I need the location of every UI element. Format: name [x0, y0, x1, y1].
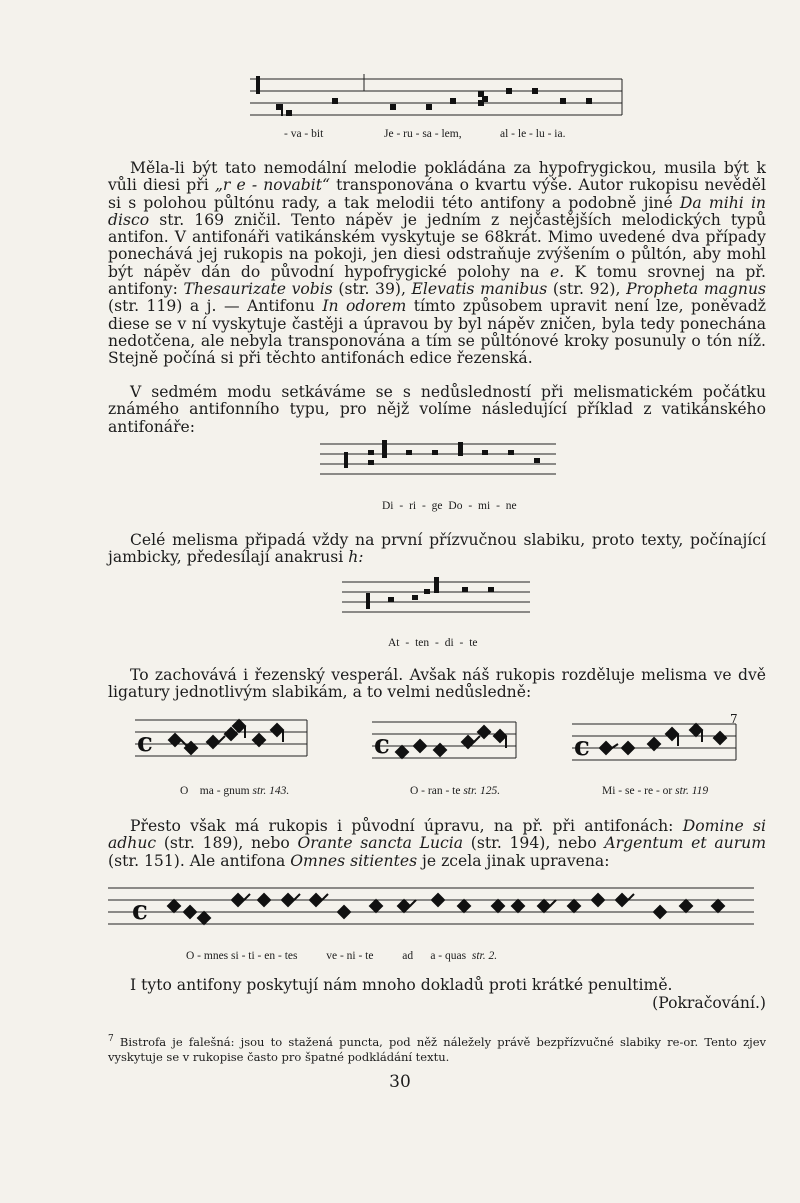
staff-lines	[250, 74, 630, 124]
page-number: 30	[389, 1072, 411, 1092]
paragraph-4: To zachovává i řezenský vesperál. Avšak náš rukopis rozděluje melisma ve dvě ligatury jednotlivým slabikám, a to velmi nedůsledně:	[108, 666, 766, 702]
music-example-4b	[372, 718, 522, 774]
music-example-5	[108, 884, 758, 940]
music-1-syllable: al - le - lu - ia.	[500, 128, 566, 140]
staff-lines	[320, 440, 560, 480]
music-2-syllables: Di - ri - ge Do - mi - ne	[382, 500, 517, 512]
music-1-syllable: - va - bit	[284, 128, 324, 140]
music-1-syllable: Je - ru - sa - lem,	[384, 128, 462, 140]
music-3-syllables: At - ten - di - te	[388, 637, 478, 649]
staff-lines	[108, 884, 758, 940]
paragraph-3: Celé melisma připadá vždy na první přízvučnou slabiku, proto texty, počínající jambicky, předesílají anakrusi h:	[108, 531, 766, 567]
paragraph-5: Přesto však má rukopis i původní úpravu, na př. při antifonách: Domine si adhuc (str. 189), nebo Orante sancta Lucia (str. 194), nebo Argentum et aurum (str. 151). Ale antifona Omnes sitientes je zcela jinak upravena:	[108, 817, 767, 870]
music-example-3	[342, 577, 537, 617]
music-4a-text: O ma - gnum str. 143.	[180, 785, 290, 797]
svg-text:c: c	[574, 732, 590, 762]
svg-text:c: c	[374, 730, 390, 760]
staff-lines	[572, 720, 742, 776]
continued-note: (Pokračování.)	[652, 994, 766, 1012]
footnote: $^7$ Bistrofa je falešná: jsou to stažená puncta, pod něž náležely právě bezpřízvučné slabiky re-or. Tento zjev vyskytuje se v rukopise často pro špatné podkládání textu.	[108, 1034, 767, 1064]
music-example-2	[320, 440, 560, 480]
staff-lines	[135, 716, 315, 772]
staff-lines	[342, 577, 537, 617]
music-4b-text: O - ran - te str. 125.	[410, 785, 501, 797]
svg-text:c: c	[137, 728, 153, 758]
svg-text:c: c	[132, 896, 148, 926]
paragraph-2: V sedmém modu setkáváme se s nedůsledností při melismatickém počátku známého antifonního typu, pro nějž volíme následující příklad z vatikánského antifonáře:	[108, 383, 766, 436]
music-4c-text: Mi - se - re - or str. 119	[602, 785, 709, 797]
footnote-mark: 7	[730, 712, 738, 726]
music-example-4a	[135, 716, 315, 772]
paragraph-6: I tyto antifony poskytují nám mnoho dokladů proti krátké penultimě.	[130, 976, 673, 994]
paragraph-1: Měla-li být tato nemodální melodie pokládána za hypofrygickou, musila být k vůli diesi při „r e - novabit“ transponována o kvartu výše. Autor rukopisu nevěděl si s polohou půltónu rady, a tak melodii této antifony a podobně jiné Da mihi in disco str. 169 zničil. Tento nápěv je jedním z nejčastějších melodických typů antifon. V antifonáři vatikánském vyskytuje se 68krát. Mimo uvedené dva případy ponechává jej rukopis na pokoji, jen diesi odstraňuje zvýšením o půltón, aby mohl být nápěv dán do původní hypofrygické polohy na e. K tomu srovnej na př. antifony: Thesaurizate vobis (str. 39), Elevatis manibus (str. 92), Propheta magnus (str. 119) a j. — Antifonu In odorem tímto způsobem upravit není lze, poněvadž diese se v ní vyskytuje častěji a úpravou by byl nápěv zničen, byla tedy ponechána nedotčena, ale nebyla transponována a tím se půltónové kroky posunuly o tón níž. Stejně počíná si při těchto antifonách edice řezenská.	[108, 159, 767, 368]
music-example-1	[250, 74, 630, 124]
staff-lines	[372, 718, 522, 774]
music-5-syllables: O - mnes si - ti - en - tes ve - ni - te ad a - quas str. 2.	[186, 950, 498, 962]
music-example-4c	[572, 720, 742, 776]
